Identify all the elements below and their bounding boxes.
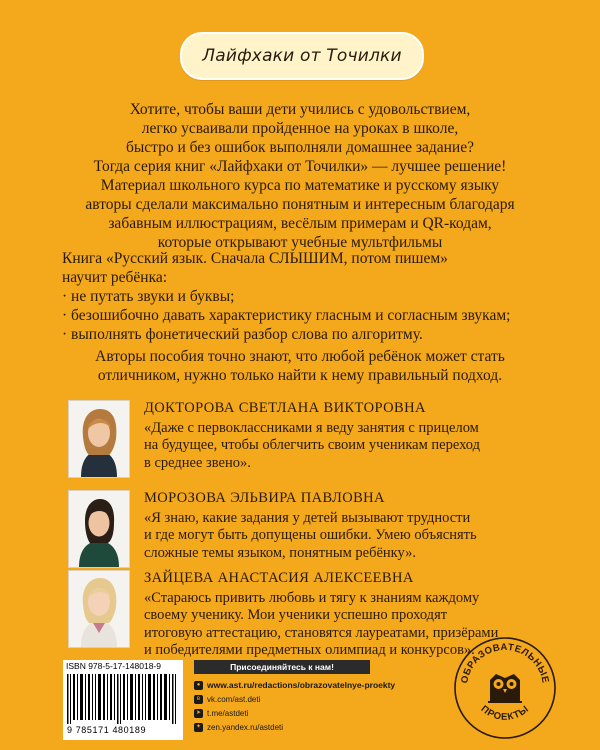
website-link[interactable] bbox=[194, 678, 434, 692]
closing-paragraph bbox=[50, 347, 550, 385]
skills-list bbox=[62, 287, 562, 344]
quote-line: своему ученику. Мои ученики успешно проходят bbox=[144, 607, 448, 623]
book-lead-line: научит ребёнка: bbox=[62, 269, 168, 286]
link-text: t.me/astdeti bbox=[207, 708, 249, 718]
author-name: ДОКТОРОВА СВЕТЛАНА ВИКТОРОВНА bbox=[144, 400, 426, 416]
zen-icon: ✦ bbox=[195, 723, 202, 730]
quote-line: сложные темы языком, понятным ребёнку». bbox=[144, 544, 416, 561]
link-text: zen.yandex.ru/astdeti bbox=[207, 722, 284, 732]
link-text: vk.com/ast.deti bbox=[207, 694, 261, 704]
telegram-icon: ➤ bbox=[195, 709, 202, 716]
author-photo bbox=[68, 570, 130, 648]
vk-icon: в bbox=[194, 695, 203, 704]
intro-line: Тогда серия книг «Лайфхаки от Точилки» — лучшее решение! bbox=[93, 158, 507, 175]
quote-line: итоговую аттестацию, становятся лауреатами, призёрами bbox=[144, 624, 499, 641]
intro-line: Материал школьного курса по математике и русскому языку bbox=[100, 177, 500, 194]
book-title-line: Книга «Русский язык. Сначала СЛЫШИМ, потом пишем» bbox=[62, 250, 448, 267]
intro-line: легко усваивали пройденное на уроках в школе, bbox=[141, 120, 459, 137]
author-photo bbox=[68, 400, 130, 478]
quote-line: «Даже с первоклассниками я веду занятия с прицелом bbox=[144, 419, 479, 436]
series-badge bbox=[180, 32, 424, 80]
quote-line: и где могут быть допущены ошибки. Умею объяснять bbox=[144, 527, 477, 543]
intro-line: Хотите, чтобы ваши дети учились с удовольствием, bbox=[129, 101, 471, 118]
seal-bottom-text: ПРОЕКТЫ bbox=[478, 703, 532, 723]
book-description bbox=[62, 249, 562, 344]
seal-top-text: ОБРАЗОВАТЕЛЬНЫЕ bbox=[459, 641, 551, 685]
isbn-label: ISBN 978-5-17-148018-9 bbox=[66, 661, 161, 671]
closing-line: Авторы пособия точно знают, что любой ребёнок может стать bbox=[95, 348, 505, 365]
vk-link[interactable] bbox=[194, 692, 434, 706]
author-photo bbox=[68, 490, 130, 568]
quote-line: и победителями предметных олимпиад и конкурсов». bbox=[144, 642, 475, 658]
quote-line: «Стараюсь привить любовь и тягу к знаниям каждому bbox=[144, 589, 480, 606]
telegram-link[interactable] bbox=[194, 706, 434, 720]
barcode-digits: 9 785171 480189 bbox=[67, 725, 147, 735]
skill-item: · безошибочно давать характеристику гласным и согласным звукам; bbox=[62, 306, 562, 325]
author-card-doktorova bbox=[68, 400, 548, 480]
quote-line: «Я знаю, какие задания у детей вызывают трудности bbox=[144, 509, 471, 526]
quote-line: на будущее, чтобы облегчить своим ученикам переход bbox=[144, 437, 480, 453]
author-name: МОРОЗОВА ЭЛЬВИРА ПАВЛОВНА bbox=[144, 490, 385, 506]
social-links-block bbox=[194, 660, 396, 740]
link-text: www.ast.ru/redactions/obrazovatelnye-proekty bbox=[207, 680, 396, 690]
zen-link[interactable] bbox=[194, 720, 434, 734]
author-quote bbox=[144, 510, 564, 563]
intro-line: быстро и без ошибок выполняли домашнее задание? bbox=[125, 139, 474, 156]
owl-icon bbox=[488, 674, 522, 702]
quote-line: в среднее звено». bbox=[144, 454, 251, 471]
author-name: ЗАЙЦЕВА АНАСТАСИЯ АЛЕКСЕЕВНА bbox=[144, 570, 414, 586]
intro-line: которые открывают учебные мультфильмы bbox=[157, 234, 443, 251]
closing-line: отличником, нужно только найти к нему правильный подход. bbox=[97, 367, 503, 384]
intro-paragraph bbox=[50, 100, 550, 252]
series-title: Лайфхаки от Точилки bbox=[202, 46, 402, 66]
intro-line: авторы сделали максимально понятным и интересным благодаря bbox=[85, 196, 515, 213]
author-quote bbox=[144, 420, 564, 473]
skill-item: · выполнять фонетический разбор слова по алгоритму. bbox=[62, 325, 562, 344]
join-us-banner: Присоединяйтесь к нам! bbox=[194, 660, 370, 674]
author-card-morozova bbox=[68, 490, 548, 570]
globe-icon: ● bbox=[194, 681, 203, 690]
intro-line: забавным иллюстрациям, весёлым примерам и QR-кодам, bbox=[108, 215, 492, 232]
skill-item: · не путать звуки и буквы; bbox=[62, 287, 562, 306]
barcode-graphic bbox=[67, 674, 179, 724]
publisher-seal bbox=[450, 632, 560, 742]
links-list bbox=[194, 678, 434, 734]
isbn-barcode-block bbox=[63, 660, 183, 740]
